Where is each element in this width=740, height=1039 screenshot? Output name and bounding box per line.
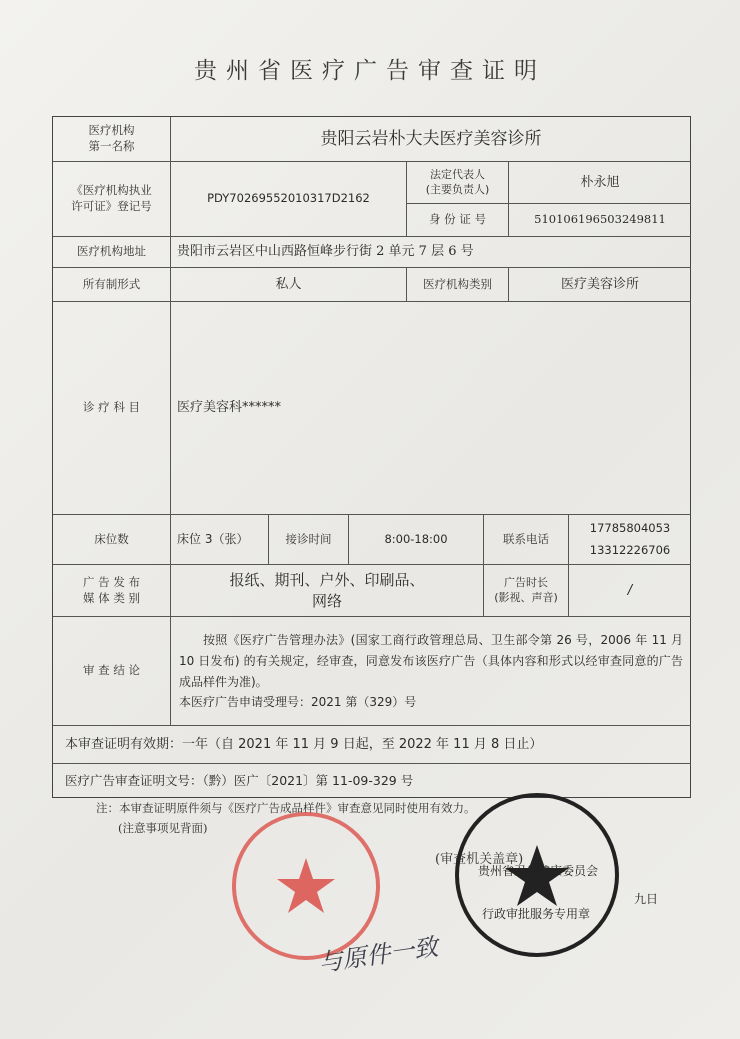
label-legal-rep: 法定代表人 (主要负责人) — [406, 161, 508, 203]
label-beds: 床位数 — [53, 514, 170, 564]
media-line-1: 报纸、期刊、户外、印刷品、 — [229, 571, 425, 590]
certificate-table — [52, 116, 691, 798]
value-hours: 8:00-18:00 — [348, 514, 483, 564]
value-ad-duration: / — [568, 564, 691, 616]
note-authority-seal: (审查机关盖章) — [435, 852, 524, 867]
label-license-no: 《医疗机构执业 许可证》登记号 — [53, 161, 170, 236]
validity-period: 本审查证明有效期：一年（自 2021 年 11 月 9 日起，至 2022 年 11 月 8 日止） — [53, 725, 691, 763]
value-institution-type: 医疗美容诊所 — [508, 267, 691, 301]
value-institution-name: 贵阳云岩朴大夫医疗美容诊所 — [170, 117, 691, 161]
value-legal-rep: 朴永旭 — [508, 161, 691, 203]
handwritten-signature: 与原件一致 — [316, 932, 440, 978]
phone-number-2: 13312226706 — [589, 542, 671, 557]
label-hours: 接诊时间 — [268, 514, 348, 564]
seal-bottom-text: 行政审批服务专用章 — [482, 907, 591, 921]
media-line-2: 网络 — [311, 591, 342, 610]
label-id-number: 身 份 证 号 — [406, 203, 508, 236]
value-license-no: PDY70269552010317D2162 — [170, 161, 406, 236]
note-original-usage: 注：本审查证明原件须与《医疗广告成品样件》审查意见同时使用有效力。 — [96, 801, 476, 815]
note-see-back: (注意事项见背面) — [118, 821, 208, 835]
value-phone — [568, 514, 691, 564]
label-subjects: 诊 疗 科 目 — [53, 301, 170, 514]
phone-number-1: 17785804053 — [589, 520, 671, 535]
label-conclusion: 审 查 结 论 — [53, 616, 170, 725]
seal-ring-text: 贵州省卫生健康委员会 — [478, 864, 599, 878]
label-institution-type: 医疗机构类别 — [406, 267, 508, 301]
acceptance-number: 本医疗广告申请受理号：2021 第（329）号 — [179, 694, 417, 709]
value-subjects: 医疗美容科****** — [170, 301, 691, 514]
value-ownership: 私人 — [170, 267, 406, 301]
label-ad-duration: 广告时长 (影视、声音) — [483, 564, 568, 616]
seal-date-fragment: 九日 — [634, 892, 659, 906]
document-title: 贵州省医疗广告审查证明 — [194, 58, 546, 84]
document-number: 医疗广告审查证明文号：（黔）医广〔2021〕第 11-09-329 号 — [53, 763, 691, 798]
label-address: 医疗机构地址 — [53, 236, 170, 267]
value-media — [170, 564, 483, 616]
value-address: 贵阳市云岩区中山西路恒峰步行街 2 单元 7 层 6 号 — [170, 236, 691, 267]
value-id-number: 510106196503249811 — [508, 203, 691, 236]
value-conclusion — [170, 616, 691, 725]
label-phone: 联系电话 — [483, 514, 568, 564]
conclusion-text: 按照《医疗广告管理办法》(国家工商行政管理总局、卫生部令第 26 号，2006 年 11 月 10 日发布) 的有关规定，经审查，同意发布该医疗广告（具体内容和形式以经审查同意的广告成品样件为准)。 — [179, 632, 683, 689]
label-institution-name: 医疗机构 第一名称 — [88, 123, 135, 153]
label-ownership: 所有制形式 — [53, 267, 170, 301]
label-media: 广 告 发 布 媒 体 类 别 — [53, 564, 170, 616]
value-beds: 床位 3（张） — [170, 514, 268, 564]
